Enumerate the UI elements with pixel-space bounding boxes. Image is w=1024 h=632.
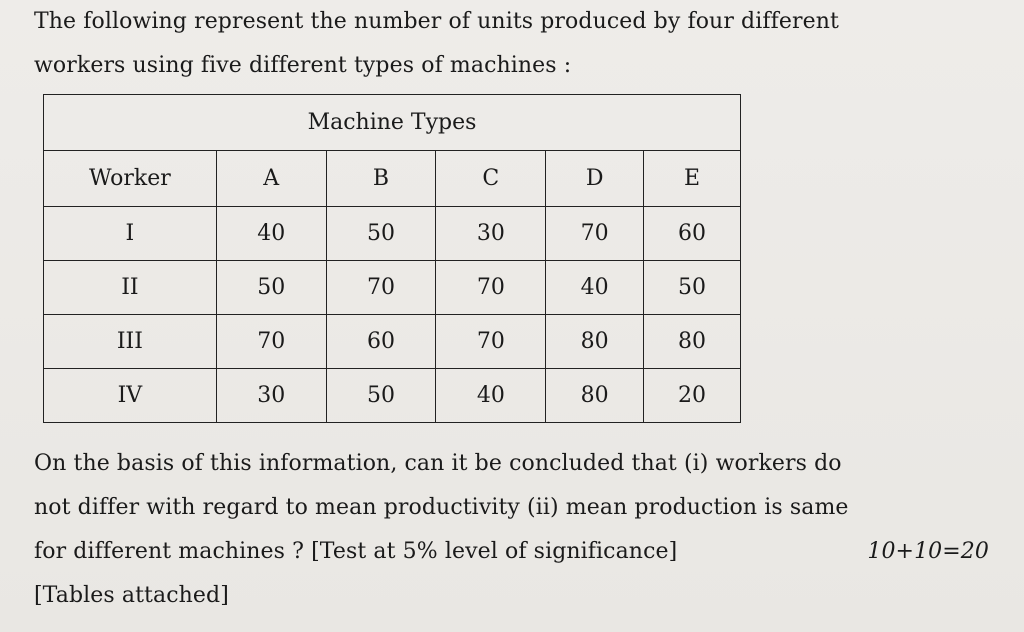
production-table [43,94,741,423]
value-cell: 60 [326,315,436,369]
value-cell: 70 [436,261,546,315]
table-group-header-row [44,95,741,151]
table-row [44,369,741,423]
value-cell: 40 [436,369,546,423]
column-header-e: E [644,151,741,207]
question-line-3 [34,530,989,574]
value-cell: 70 [326,261,436,315]
marks-allocation: 10+10=20 [867,539,989,564]
value-cell: 80 [546,369,644,423]
worker-cell: II [44,261,217,315]
worker-column-header: Worker [44,151,217,207]
value-cell: 70 [216,315,326,369]
value-cell: 30 [216,369,326,423]
worker-cell: III [44,315,217,369]
value-cell: 50 [216,261,326,315]
value-cell: 50 [326,369,436,423]
column-header-a: A [216,151,326,207]
worker-cell: IV [44,369,217,423]
worker-cell: I [44,207,217,261]
intro-line-2: workers using five different types of machines : [34,53,572,78]
value-cell: 50 [326,207,436,261]
table-row [44,261,741,315]
question-paragraph [34,442,989,618]
table-column-header-row [44,151,741,207]
value-cell: 50 [644,261,741,315]
value-cell: 40 [546,261,644,315]
value-cell: 20 [644,369,741,423]
table-row [44,315,741,369]
question-line-2: not differ with regard to mean productivity (ii) mean production is same [34,495,849,520]
column-header-b: B [326,151,436,207]
question-line-4: [Tables attached] [34,583,229,608]
value-cell: 70 [436,315,546,369]
value-cell: 30 [436,207,546,261]
value-cell: 70 [546,207,644,261]
column-header-d: D [546,151,644,207]
question-line-3-text: for different machines ? [Test at 5% level of significance] [34,539,678,564]
intro-paragraph [34,0,954,88]
machine-types-header: Machine Types [44,95,741,151]
value-cell: 80 [644,315,741,369]
table-row [44,207,741,261]
column-header-c: C [436,151,546,207]
value-cell: 40 [216,207,326,261]
intro-line-1: The following represent the number of units produced by four different [34,9,839,34]
value-cell: 60 [644,207,741,261]
value-cell: 80 [546,315,644,369]
question-line-1: On the basis of this information, can it be concluded that (i) workers do [34,451,842,476]
